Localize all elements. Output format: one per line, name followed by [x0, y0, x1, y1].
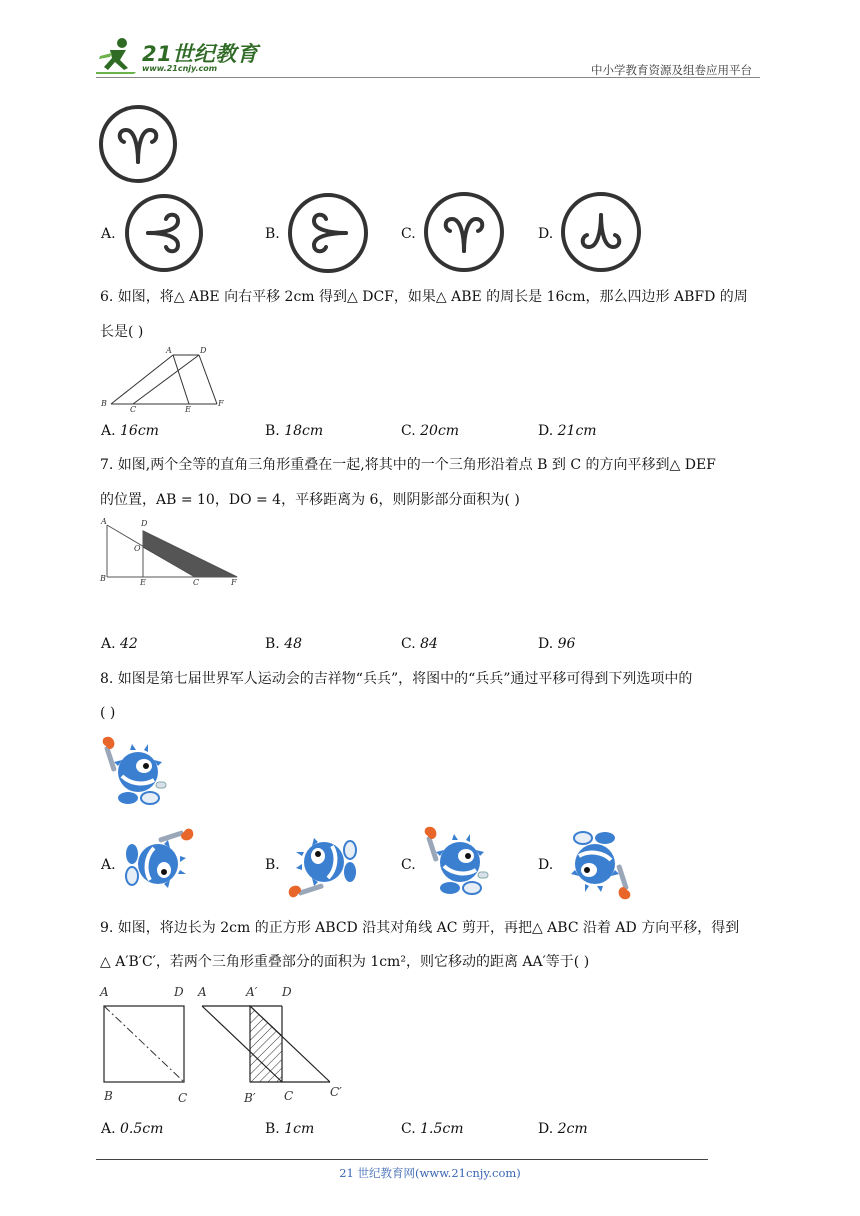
site-name: 中小学教育资源及组卷应用平台 — [591, 63, 752, 77]
q6-text-line2: 长是( ) — [100, 324, 144, 340]
q5-option-d-figure — [559, 191, 643, 273]
q9-option-a[interactable]: A. 0.5cm — [101, 1121, 164, 1137]
q6-option-b[interactable]: B. 18cm — [265, 423, 324, 439]
q7-figure — [97, 515, 241, 587]
q7-option-c[interactable]: C. 84 — [401, 636, 438, 652]
logo-url: www.21cnjy.com — [142, 64, 218, 73]
q9-text-line2: △ A′B′C′，若两个三角形重叠部分的面积为 1cm²，则它移动的距离 AA′等于( ) — [100, 954, 590, 970]
q5-option-d[interactable]: D. — [538, 226, 554, 242]
q9-option-d[interactable]: D. 2cm — [538, 1121, 588, 1137]
q9-label-c-prime: C′ — [330, 1085, 342, 1099]
q8-text-line2: ( ) — [100, 705, 116, 721]
q8-option-a-mascot — [122, 828, 196, 898]
q5-original-figure — [98, 104, 180, 184]
q6-label-d: D — [200, 346, 207, 355]
header-divider — [96, 77, 760, 78]
q6-label-b: B — [101, 399, 107, 408]
q9-label-d-right: D — [282, 985, 292, 999]
q9-text-line1: 9. 如图，将边长为 2cm 的正方形 ABCD 沿其对角线 AC 剪开，再把△ ABC 沿着 AD 方向平移，得到 — [100, 920, 740, 936]
q9-label-b-prime: B′ — [244, 1091, 256, 1105]
q8-option-b-mascot — [286, 828, 360, 898]
q6-figure — [97, 344, 231, 414]
q9-label-d-left: D — [174, 985, 184, 999]
q6-label-a: A — [166, 346, 172, 355]
q8-option-d-mascot — [559, 826, 633, 900]
q9-label-a-right: A — [198, 985, 207, 999]
q5-option-b-figure — [286, 192, 370, 274]
footer-divider — [96, 1159, 708, 1160]
q8-option-a[interactable]: A. — [101, 857, 116, 873]
q6-text-line1: 6. 如图，将△ ABE 向右平移 2cm 得到△ DCF，如果△ ABE 的周长是 16cm，那么四边形 ABFD 的周 — [100, 289, 748, 305]
q8-option-d[interactable]: D. — [538, 857, 554, 873]
q9-label-a-prime: A′ — [246, 985, 258, 999]
q6-label-c: C — [130, 405, 137, 414]
q9-label-c-left: C — [178, 1091, 188, 1105]
q7-label-e: E — [140, 578, 146, 587]
q5-option-c-figure — [422, 191, 506, 273]
q8-mascot-original — [100, 736, 170, 810]
q5-option-c[interactable]: C. — [401, 226, 416, 242]
q7-label-b: B — [100, 574, 106, 583]
q5-option-b[interactable]: B. — [265, 226, 280, 242]
q9-figure — [98, 980, 352, 1108]
q8-option-c[interactable]: C. — [401, 857, 416, 873]
q7-label-o: O — [134, 544, 141, 553]
q7-text-line2: 的位置，AB = 10，DO = 4，平移距离为 6，则阴影部分面积为( ) — [100, 492, 520, 508]
q8-text-line1: 8. 如图是第七届世界军人运动会的吉祥物“兵兵”，将图中的“兵兵”通过平移可得到下列选项中的 — [100, 671, 693, 687]
q6-label-f: F — [218, 399, 224, 408]
q7-label-f: F — [231, 578, 237, 587]
q7-label-c: C — [193, 578, 200, 587]
footer-link[interactable]: 21 世纪教育网(www.21cnjy.com) — [339, 1166, 521, 1180]
q7-option-d[interactable]: D. 96 — [538, 636, 576, 652]
q6-option-c[interactable]: C. 20cm — [401, 423, 460, 439]
q6-label-e: E — [185, 405, 191, 414]
site-logo — [96, 36, 266, 76]
q8-option-c-mascot — [422, 826, 496, 900]
q8-option-b[interactable]: B. — [265, 857, 280, 873]
q7-text-line1: 7. 如图,两个全等的直角三角形重叠在一起,将其中的一个三角形沿着点 B 到 C 的方向平移到△ DEF — [100, 457, 716, 473]
q9-option-b[interactable]: B. 1cm — [265, 1121, 315, 1137]
q7-option-b[interactable]: B. 48 — [265, 636, 303, 652]
q7-label-d: D — [141, 519, 148, 528]
q9-label-b-left: B — [104, 1089, 113, 1103]
q5-option-a-figure — [122, 193, 206, 273]
q9-option-c[interactable]: C. 1.5cm — [401, 1121, 464, 1137]
q9-label-c-right: C — [284, 1089, 294, 1103]
logo-text: 21世纪教育 — [142, 42, 259, 66]
q7-option-a[interactable]: A. 42 — [101, 636, 138, 652]
q7-label-a: A — [101, 517, 107, 526]
page-header — [96, 34, 760, 78]
q6-option-d[interactable]: D. 21cm — [538, 423, 597, 439]
q6-option-a[interactable]: A. 16cm — [101, 423, 159, 439]
runner-logo-icon — [96, 36, 140, 76]
q9-label-a-left: A — [100, 985, 109, 999]
q5-option-a[interactable]: A. — [101, 226, 116, 242]
